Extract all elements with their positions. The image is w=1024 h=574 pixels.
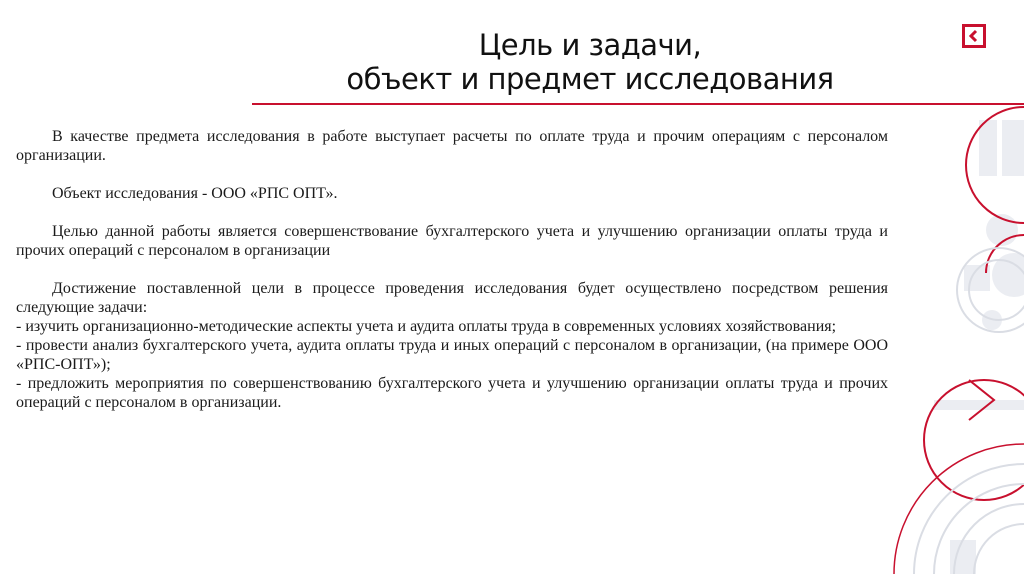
back-button[interactable]	[962, 24, 986, 48]
decorative-pattern	[874, 100, 1024, 574]
title-line-2: объект и предмет исследования	[346, 62, 834, 96]
slide-body	[16, 127, 888, 412]
back-arrow-icon	[967, 29, 981, 43]
task-item: - провести анализ бухгалтерского учета, аудита оплаты труда и иных операций с персоналом в организации, (на примере ООО «РПС-ОПТ»);	[16, 337, 888, 373]
tasks-intro-paragraph: Достижение поставленной цели в процессе проведения исследования будет осуществлено посредством решения следующие задачи:	[16, 280, 888, 316]
subject-paragraph: В качестве предмета исследования в работе выступает расчеты по оплате труда и прочим операциям с персоналом организации.	[16, 128, 888, 164]
slide-title	[250, 28, 930, 96]
goal-paragraph: Целью данной работы является совершенствование бухгалтерского учета и улучшению организации оплаты труда и прочих операций с персоналом в организации	[16, 223, 888, 259]
task-item: - изучить организационно-методические аспекты учета и аудита оплаты труда в современных условиях хозяйствования;	[16, 318, 837, 335]
task-item: - предложить мероприятия по совершенствованию бухгалтерского учета и улучшению организации оплаты труда и прочих операций с персоналом в организации.	[16, 375, 888, 411]
object-paragraph: Объект исследования - ООО «РПС ОПТ».	[52, 185, 338, 202]
title-line-1: Цель и задачи,	[478, 28, 702, 62]
